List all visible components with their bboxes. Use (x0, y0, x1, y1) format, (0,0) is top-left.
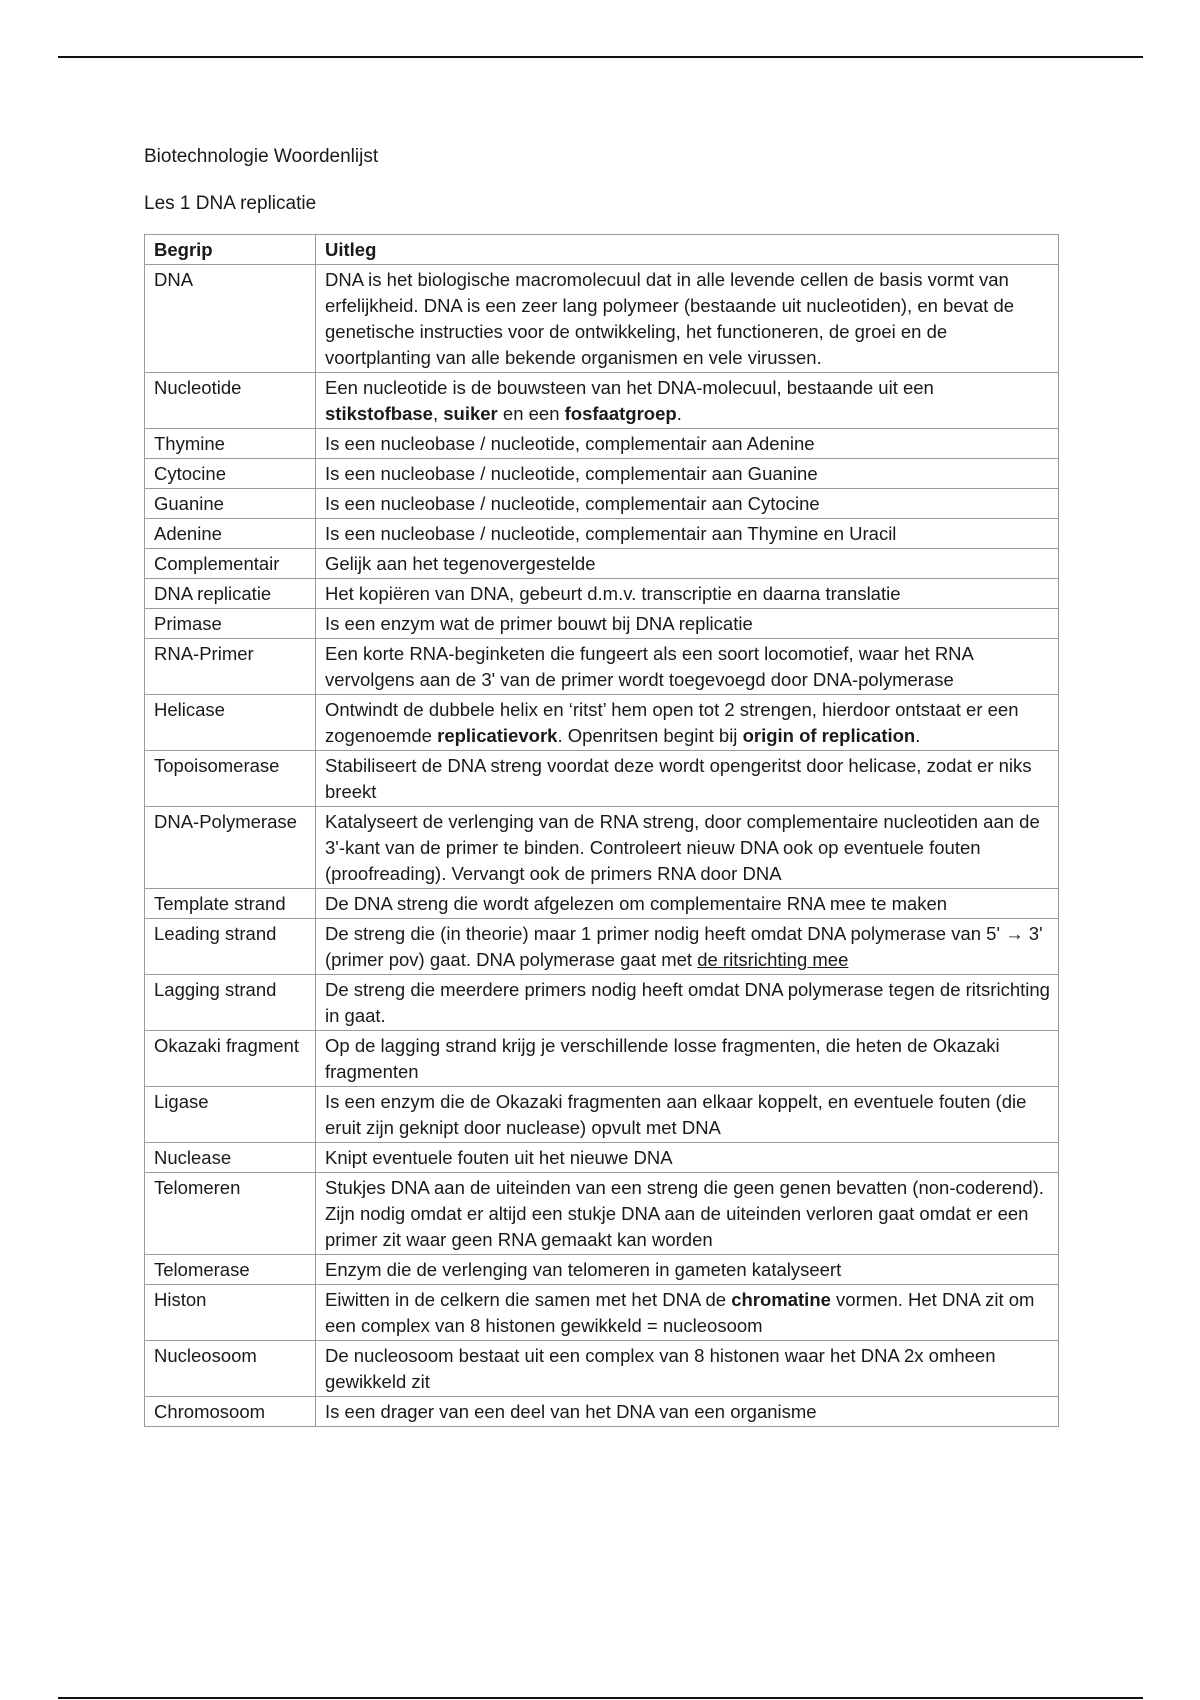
explanation-text: Een korte RNA-beginketen die fungeert als een soort locomotief, waar het RNA vervolgens aan de 3' van de primer wordt toegevoegd door DNA-polymerase (325, 643, 973, 690)
table-row (145, 373, 1059, 429)
table-row (145, 1173, 1059, 1255)
table-row (145, 459, 1059, 489)
underlined-text: de ritsrichting mee (697, 949, 849, 970)
term-cell: Lagging strand (145, 975, 316, 1031)
explanation-cell (316, 609, 1059, 639)
bold-term: suiker (443, 403, 498, 424)
table-row (145, 889, 1059, 919)
explanation-text: Is een enzym wat de primer bouwt bij DNA replicatie (325, 613, 753, 634)
explanation-text: Het kopiëren van DNA, gebeurt d.m.v. transcriptie en daarna translatie (325, 583, 901, 604)
explanation-cell (316, 751, 1059, 807)
explanation-text: Is een nucleobase / nucleotide, complementair aan Thymine en Uracil (325, 523, 897, 544)
header-rule (58, 56, 1143, 58)
table-row (145, 695, 1059, 751)
explanation-cell (316, 639, 1059, 695)
bold-term: fosfaatgroep (564, 403, 677, 424)
explanation-cell (316, 489, 1059, 519)
explanation-cell (316, 579, 1059, 609)
term-cell: Cytocine (145, 459, 316, 489)
explanation-text: vormen. Het DNA zit om een complex van 8 histonen gewikkeld = nucleosoom (325, 1289, 1035, 1336)
explanation-text: en een (497, 403, 565, 424)
explanation-text: Een nucleotide is de bouwsteen van het DNA-molecuul, bestaande uit een (325, 377, 934, 398)
explanation-text: Stukjes DNA aan de uiteinden van een streng die geen genen bevatten (non-coderend). Zijn nodig omdat er altijd een stukje DNA aan de uiteinden verloren gaat omdat er een primer zit waar geen RNA gemaakt kan worden (325, 1177, 1044, 1250)
explanation-cell (316, 807, 1059, 889)
term-cell: Thymine (145, 429, 316, 459)
explanation-text: Is een nucleobase / nucleotide, complementair aan Adenine (325, 433, 815, 454)
explanation-text: Op de lagging strand krijg je verschillende losse fragmenten, die heten de Okazaki fragmenten (325, 1035, 1000, 1082)
explanation-text: Gelijk aan het tegenovergestelde (325, 553, 596, 574)
explanation-text: . (915, 725, 921, 746)
table-row (145, 639, 1059, 695)
table-row (145, 1087, 1059, 1143)
bold-term: origin of replication (742, 725, 916, 746)
document-title: Biotechnologie Woordenlijst (144, 146, 379, 167)
explanation-text: DNA is het biologische macromolecuul dat in alle levende cellen de basis vormt van erfelijkheid. DNA is een zeer lang polymeer (bestaande uit nucleotiden), en bevat de genetische instructies voor de ontwikkeling, het functioneren, de groei en de voortplanting van alle bekende organismen en vele virussen. (325, 269, 1015, 368)
explanation-cell (316, 1285, 1059, 1341)
term-cell: Guanine (145, 489, 316, 519)
table-row (145, 807, 1059, 889)
table-row (145, 609, 1059, 639)
header-explanation: Uitleg (316, 235, 1059, 265)
table-row (145, 489, 1059, 519)
term-cell: Chromosoom (145, 1397, 316, 1427)
explanation-text: Ontwindt de dubbele helix en ‘ritst’ hem open tot 2 strengen, hierdoor ontstaat er een zogenoemde (325, 699, 1019, 746)
explanation-text: Stabiliseert de DNA streng voordat deze wordt opengeritst door helicase, zodat er niks breekt (325, 755, 1032, 802)
table-row (145, 1255, 1059, 1285)
explanation-cell (316, 1143, 1059, 1173)
explanation-text: . Openritsen begint bij (557, 725, 743, 746)
explanation-cell (316, 1031, 1059, 1087)
bold-term: chromatine (731, 1289, 831, 1310)
explanation-cell (316, 265, 1059, 373)
table-row (145, 429, 1059, 459)
table-row (145, 1341, 1059, 1397)
explanation-text: De DNA streng die wordt afgelezen om complementaire RNA mee te maken (325, 893, 948, 914)
glossary-table (144, 234, 1059, 1427)
term-cell: Okazaki fragment (145, 1031, 316, 1087)
table-row (145, 1031, 1059, 1087)
term-cell: Leading strand (145, 919, 316, 975)
explanation-text: Is een drager van een deel van het DNA van een organisme (325, 1401, 817, 1422)
term-cell: Telomerase (145, 1255, 316, 1285)
table-row (145, 751, 1059, 807)
explanation-text: Enzym die de verlenging van telomeren in gameten katalyseert (325, 1259, 842, 1280)
header-term: Begrip (145, 235, 316, 265)
table-header-row (145, 235, 1059, 265)
explanation-text: De streng die (in theorie) maar 1 primer nodig heeft omdat DNA polymerase van 5' → 3' (primer pov) gaat. DNA polymerase gaat met (325, 923, 1043, 970)
explanation-cell (316, 1341, 1059, 1397)
section-title: Les 1 DNA replicatie (144, 193, 317, 214)
explanation-text: . (676, 403, 682, 424)
explanation-text: Is een enzym die de Okazaki fragmenten aan elkaar koppelt, en eventuele fouten (die eruit zijn geknipt door nuclease) opvult met DNA (325, 1091, 1027, 1138)
explanation-cell (316, 975, 1059, 1031)
term-cell: Primase (145, 609, 316, 639)
explanation-text: Is een nucleobase / nucleotide, complementair aan Guanine (325, 463, 818, 484)
explanation-text: Is een nucleobase / nucleotide, complementair aan Cytocine (325, 493, 820, 514)
term-cell: Telomeren (145, 1173, 316, 1255)
term-cell: DNA-Polymerase (145, 807, 316, 889)
explanation-text: De nucleosoom bestaat uit een complex van 8 histonen waar het DNA 2x omheen gewikkeld zit (325, 1345, 996, 1392)
explanation-text: De streng die meerdere primers nodig heeft omdat DNA polymerase tegen de ritsrichting in gaat. (325, 979, 1050, 1026)
explanation-text: , (432, 403, 444, 424)
table-row (145, 1397, 1059, 1427)
term-cell: Ligase (145, 1087, 316, 1143)
term-cell: DNA replicatie (145, 579, 316, 609)
bold-term: stikstofbase (325, 403, 433, 424)
term-cell: RNA-Primer (145, 639, 316, 695)
explanation-cell (316, 429, 1059, 459)
bold-term: replicatievork (437, 725, 558, 746)
term-cell: Helicase (145, 695, 316, 751)
explanation-text: Eiwitten in de celkern die samen met het DNA de (325, 1289, 732, 1310)
footer-rule (58, 1697, 1143, 1699)
term-cell: Adenine (145, 519, 316, 549)
explanation-cell (316, 459, 1059, 489)
table-row (145, 975, 1059, 1031)
explanation-cell (316, 519, 1059, 549)
term-cell: Topoisomerase (145, 751, 316, 807)
explanation-text: Katalyseert de verlenging van de RNA streng, door complementaire nucleotiden aan de 3'-kant van de primer te binden. Controleert nieuw DNA ook op eventuele fouten (proofreading). Vervangt ook de primers RNA door DNA (325, 811, 1040, 884)
explanation-cell (316, 1173, 1059, 1255)
term-cell: Nucleosoom (145, 1341, 316, 1397)
glossary-body (145, 265, 1059, 1427)
explanation-cell (316, 549, 1059, 579)
table-row (145, 519, 1059, 549)
term-cell: Histon (145, 1285, 316, 1341)
table-row (145, 1285, 1059, 1341)
term-cell: Nuclease (145, 1143, 316, 1173)
table-row (145, 919, 1059, 975)
explanation-cell (316, 1397, 1059, 1427)
term-cell: DNA (145, 265, 316, 373)
term-cell: Template strand (145, 889, 316, 919)
table-row (145, 265, 1059, 373)
explanation-cell (316, 889, 1059, 919)
explanation-cell (316, 695, 1059, 751)
explanation-text: Knipt eventuele fouten uit het nieuwe DNA (325, 1147, 673, 1168)
explanation-cell (316, 1255, 1059, 1285)
explanation-cell (316, 373, 1059, 429)
explanation-cell (316, 1087, 1059, 1143)
term-cell: Complementair (145, 549, 316, 579)
term-cell: Nucleotide (145, 373, 316, 429)
table-row (145, 579, 1059, 609)
table-row (145, 549, 1059, 579)
explanation-cell (316, 919, 1059, 975)
table-row (145, 1143, 1059, 1173)
